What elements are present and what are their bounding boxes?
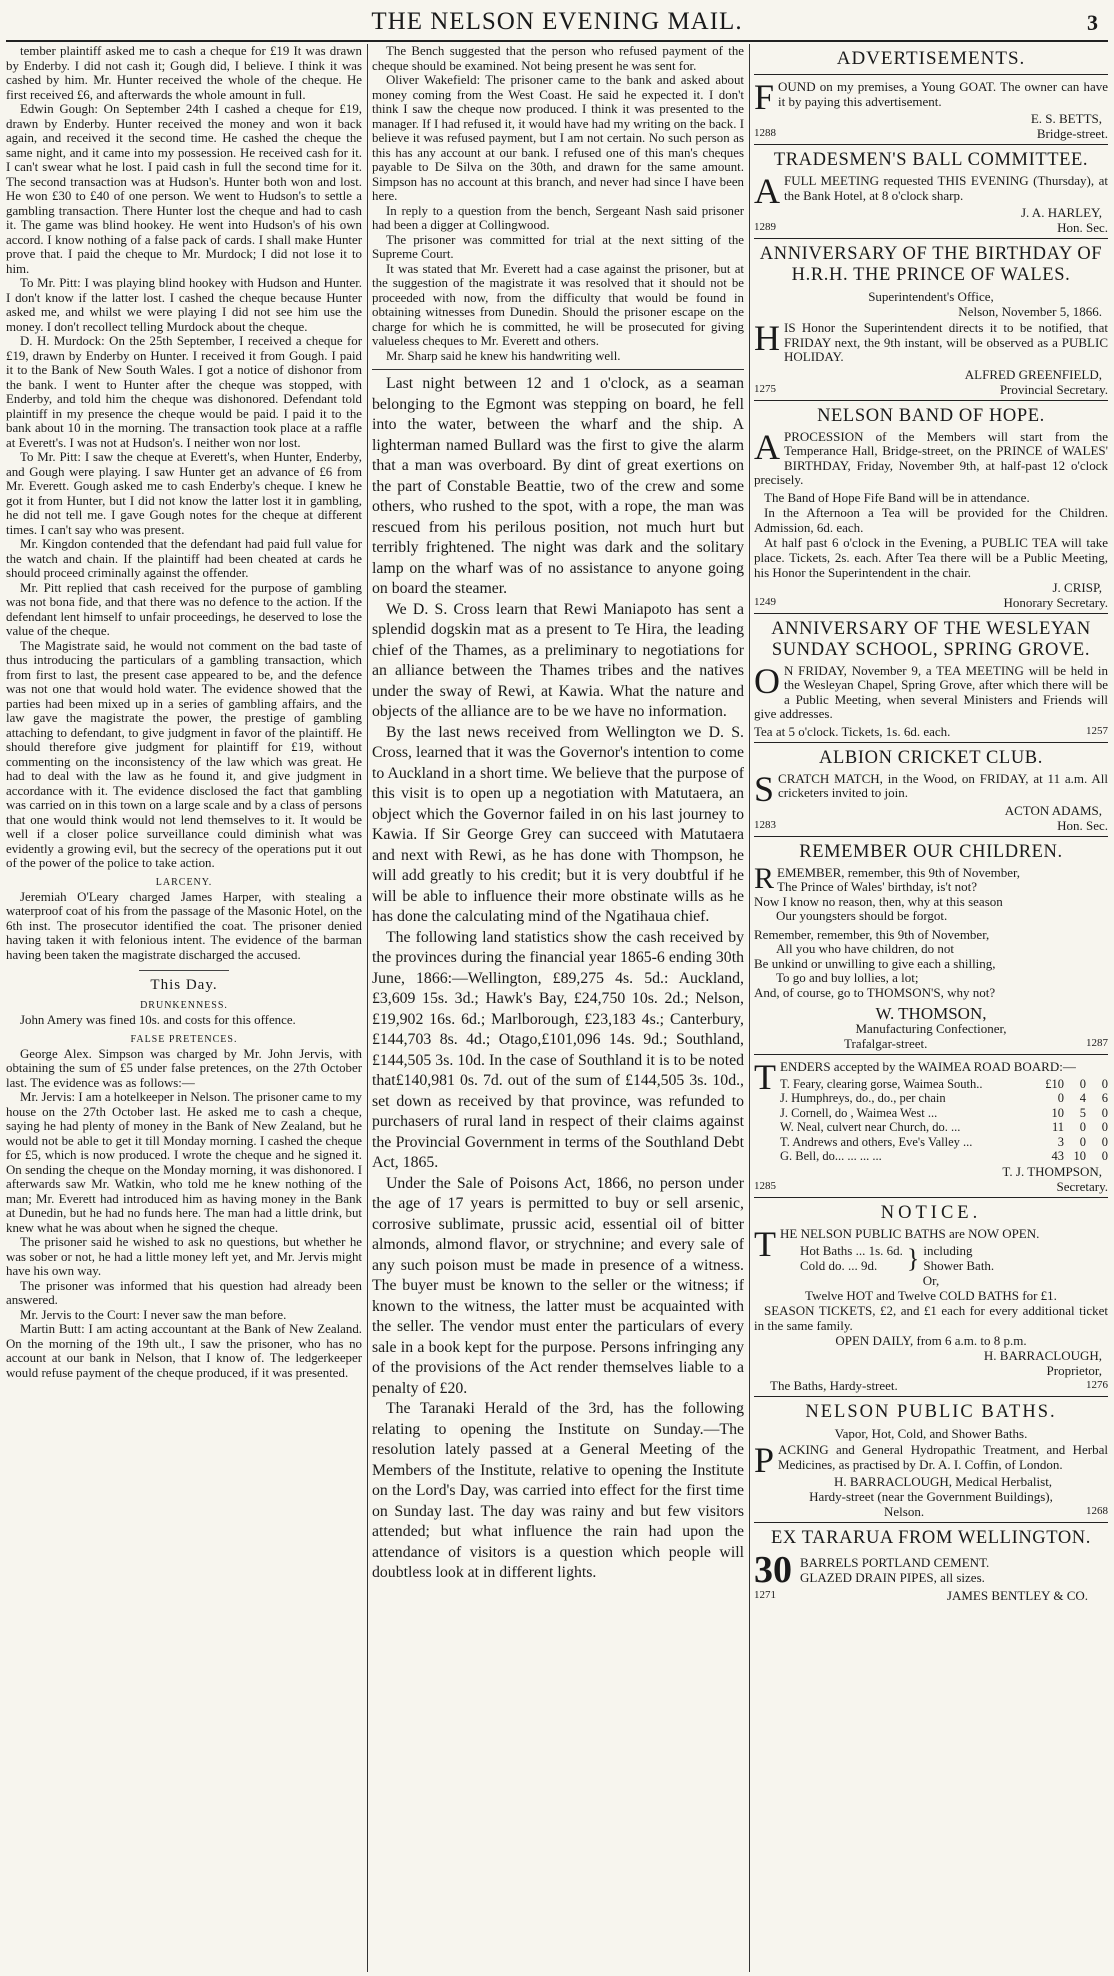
ad-trade: Manufacturing Confectioner, (855, 1021, 1007, 1036)
ad-address: Bridge-street. (1036, 126, 1108, 141)
tender-amount: 0 (1101, 1134, 1108, 1149)
ad-or: Or, (922, 1273, 940, 1288)
tender-table (780, 1077, 1108, 1164)
paragraph: To Mr. Pitt: I saw the cheque at Everett's, when Hunter, Enderby, and Gough were playing. I saw Hunter get an advance of £6 from Mr. Everett. Gough asked me to cash Enderby's cheque. I knew he got it from Hunter, but I did not know the latter lost it in gambling, he did not tell me. I gave Gough notes for the cheque at different times. I can't say who was present. (6, 450, 362, 537)
poem-line: Our youngsters should be forgot. (776, 908, 948, 923)
ad-season: SEASON TICKETS, £2, and £1 each for every additional ticket in the same family. (754, 1303, 1108, 1333)
ad-band-of-hope (754, 400, 1108, 613)
masthead (6, 0, 1108, 42)
ad-name: E. S. BETTS, (1030, 111, 1102, 126)
ad-title: EX TARARUA FROM WELLINGTON. (771, 1528, 1091, 1548)
paragraph: In reply to a question from the bench, Sergeant Nash said prisoner had been a digger at Collingwood. (372, 203, 744, 232)
paragraph: The prisoner said he wished to ask no questions, but whether he was sober or not, he had a little money left yet, and Mr. Jervis might have his own way. (6, 1235, 362, 1278)
bath-includes: including Shower Bath. (923, 1243, 995, 1273)
paragraph: The Bench suggested that the person who refused payment of the cheque should be examined. Not being present he was sent for. (372, 44, 744, 73)
tender-amount: 0 (1079, 1134, 1086, 1149)
court-continued (372, 44, 744, 363)
columns (6, 44, 1108, 1972)
tender-name: G. Bell, do... ... ... ... (780, 1149, 882, 1163)
paragraph: The prisoner was informed that his question had already been answered. (6, 1278, 362, 1307)
ad-wesleyan (754, 613, 1108, 742)
tender-name: J. Humphreys, do., do., per chain (780, 1091, 946, 1105)
ad-text: HE NELSON PUBLIC BATHS are NOW OPEN. (780, 1225, 1040, 1241)
ad-title: NOTICE. (880, 1202, 982, 1223)
paragraph: The prisoner was committed for trial at the next sitting of the Supreme Court. (372, 232, 744, 261)
drop-cap: O (754, 660, 780, 701)
drop-cap: A (754, 426, 780, 467)
ad-name: J. A. HARLEY, (1020, 205, 1102, 220)
ad-notice-baths (754, 1197, 1108, 1397)
tender-amount: 0 (1079, 1076, 1086, 1091)
poem (754, 861, 1108, 1001)
poem-line: Be unkind or unwilling to give each a shilling, (754, 955, 996, 971)
ad-number: 1257 (1086, 724, 1108, 737)
ad-title: NELSON BAND OF HOPE. (817, 405, 1045, 426)
tender-amount: 10 (1073, 1149, 1086, 1163)
column-advertisements (754, 44, 1108, 1972)
ad-text: ENDERS accepted by the WAIMEA ROAD BOARD:— (780, 1059, 1076, 1074)
paragraph: By the last news received from Wellington we D. S. Cross, learned that it was the Governor's intention to come to Auckland in a short time. We believe that the purpose of this visit is to open up a negotiation with Matutaera, an object which the Governor failed in on his last journey to Kawia. If Sir George Grey can succeed with Matutaera and next with Rewi, as he has done with Thompson, he will add greatly to his credit; but it is very doubtful if he will be able to influence their more obstinate wills as he has done the calculating mind of the Ngatihaua chief. (372, 723, 744, 925)
ad-number: 1283 (754, 818, 776, 831)
ad-name: T. J. THOMPSON, (1002, 1163, 1102, 1179)
bath-prices (780, 1243, 1108, 1273)
tender-amount: 0 (1101, 1076, 1108, 1091)
drop-cap: H (754, 318, 780, 358)
ad-role: Hon. Sec. (1057, 220, 1108, 235)
paragraph: George Alex. Simpson was charged by Mr. John Jervis, with obtaining the sum of £5 under false pretences, on the 27th October last. The evidence was as follows:— (6, 1046, 362, 1090)
ad-role: Proprietor, (1046, 1363, 1102, 1378)
ad-remember-children (754, 836, 1108, 1055)
tender-amount: 0 (1101, 1120, 1108, 1134)
ad-number: 1287 (1086, 1037, 1108, 1049)
drop-cap: A (754, 171, 780, 211)
paragraph: The following land statistics show the cash received by the provinces during the financial year 1865-6 ending 30th June, 1866:—Wellington, £89,275 4s. 5d.: Auckland, £3,609 15s. 3d.; Hawk's Bay, £24,750 10s. 2d.; Nelson, £19,902 16s. 6d.; Marlborough, £23,183 4s.; Canterbury, £144,703 8s. 4d.; Otago,£101,096 14s. 9d.; Southland,£144,505 3s. 10d. In the case of Southland it is to be noted that£140,981 0s. 7d. out of the sum of £144,505 3s. 10d., set down as received by that province, was refunded to purchasers of rural land in respect of their claims against the Provincial Government in terms of the Southland Debt Act, 1865. (372, 928, 744, 1171)
ad-text: N FRIDAY, November 9, a TEA MEETING will be held in the Wesleyan Chapel, Spring Grove, after which there will be a Public Meeting, when several Ministers and Friends will give addresses. (754, 662, 1108, 721)
tender-amount: 0 (1057, 1091, 1064, 1105)
paragraph: The Taranaki Herald of the 3rd, has the following relating to opening the Institute on Sunday.—The resolution lately passed at a General Meeting of the Members of the Institute, relative to opening the Institute on the Lord's Day, was carried into effect for the first time on Sunday last. The day was rainy and but few visitors attended; but what influence the rain had upon the attendance of visitors is a question which people will doubtless look at in different lights. (372, 1400, 744, 1581)
poem-line: EMEMBER, remember, this 9th of November, (777, 864, 1021, 880)
ad-line: GLAZED DRAIN PIPES, all sizes. (800, 1570, 985, 1585)
ad-text: FULL MEETING requested THIS EVENING (Thursday), at the Bank Hotel, at 8 o'clock sharp. (784, 173, 1108, 203)
poem-line: Now I know no reason, then, why at this season (754, 893, 1003, 909)
ad-name: W. THOMSON, (875, 1004, 987, 1023)
drop-cap: T (754, 1223, 776, 1264)
tender-amount: 0 (1101, 1105, 1108, 1120)
ad-name: H. BARRACLOUGH, Medical Herbalist, (833, 1474, 1053, 1489)
column-local-news (372, 44, 744, 1972)
ad-title: ALBION CRICKET CLUB. (819, 747, 1043, 768)
ad-address: The Baths, Hardy-street. (770, 1378, 898, 1393)
paragraph: Mr. Kingdon contended that the defendant had paid full value for the watch and chain. If the plaintiff had been cheated at cards he should proceed criminally against the offender. (6, 537, 362, 580)
section-heading-drunkenness: DRUNKENNESS. (140, 1000, 228, 1011)
section-heading-larceny: LARCENY. (155, 876, 213, 888)
ad-number: 1268 (1086, 1505, 1108, 1517)
paragraph: Mr. Jervis: I am a hotelkeeper in Nelson. The prisoner came to my house on the 27th October last. He asked me to cash a cheque, saying he had plenty of money in the Bank of New Zealand, but he would not be able to get it till Monday morning. I cashed the cheque for £5, which is now produced. I wrote the cheque and he signed it. On sending the cheque on the Monday morning, it was dishonored. I afterwards saw Mr. Watkin, who told me he knew nothing of the man; Mr. Everett had introduced him as having money in the Bank at Dunedin, but he had no funds here. The man had a little drink, but knew what he was about when he signed the cheque. (6, 1090, 362, 1235)
ad-name: JAMES BENTLEY & CO. (946, 1588, 1088, 1603)
cold-bath-price: Cold do. ... 9d. (800, 1258, 878, 1273)
ad-number: 1276 (1086, 1379, 1108, 1391)
tender-amount: 6 (1101, 1091, 1108, 1105)
ad-number: 1275 (754, 382, 776, 395)
ad-name: ALFRED GREENFIELD, (964, 366, 1102, 382)
ad-title: NELSON PUBLIC BATHS. (805, 1402, 1057, 1422)
divider (139, 970, 229, 971)
news-items (372, 374, 744, 1584)
ad-title: TRADESMEN'S BALL COMMITTEE. (773, 150, 1089, 170)
paragraph: We D. S. Cross learn that Rewi Maniapoto has sent a splendid dogskin mat as a present to Te Hira, the leading chief of the Thames, as a preliminary to negotiations for an alliance between the Thames tribes and the natives under the sway of Rewi, at Kawia. What the nature and objects of the alliance are to be we have no information. (372, 600, 744, 720)
paragraph: Martin Butt: I am acting accountant at the Bank of New Zealand. On the morning of the 19th ult., I saw the prisoner, who has no account at our bank in Nelson, that I know of. The ledgerkeeper would refuse payment of the cheque produced, if it was presented. (6, 1322, 362, 1380)
ad-number: 1289 (754, 221, 776, 233)
ad-address: Trafalgar-street. (844, 1036, 928, 1051)
paragraph: Mr. Sharp said he knew his handwriting well. (386, 348, 621, 363)
ad-title: REMEMBER OUR CHILDREN. (799, 841, 1063, 862)
ad-text: IS Honor the Superintendent directs it to be notified, that FRIDAY next, the 9th instant, will be observed as a PUBLIC HOLIDAY. (784, 320, 1108, 364)
section-heading-false-pretences: FALSE PRETENCES. (130, 1033, 238, 1045)
drop-cap: T (754, 1057, 776, 1097)
section-rule (372, 369, 744, 370)
paragraph: To Mr. Pitt: I was playing blind hookey with Hudson and Hunter. I don't know if the latter lost. I cashed the cheque because Hunter asked me, and whilst we were playing I did not see him use the money. I don't recollect telling Murdock about the cheque. (6, 276, 362, 334)
hot-bath-price: Hot Baths ... 1s. 6d. (800, 1243, 903, 1258)
paragraph: tember plaintiff asked me to cash a cheque for £19 It was drawn by Enderby. I did not cash it; Gough did, I believe. I think it was cashed by him. Mr. Hunter received the whole of the cheque. He first received £6, and afterwards the whole amount in full. (6, 44, 362, 102)
tender-name: J. Cornell, do , Waimea West ... (780, 1105, 938, 1120)
ad-tradesmens-ball (754, 144, 1108, 238)
poem-line: And, of course, go to THOMSON'S, why not? (754, 984, 996, 1000)
ad-body (754, 1549, 1108, 1591)
tender-amount: 5 (1079, 1105, 1086, 1120)
tender-amount: 43 (1051, 1149, 1064, 1163)
ad-line: BARRELS PORTLAND CEMENT. (800, 1555, 990, 1570)
tender-amount: 10 (1051, 1105, 1064, 1120)
ad-subtitle: Vapor, Hot, Cold, and Shower Baths. (834, 1426, 1028, 1441)
ad-hours: OPEN DAILY, from 6 a.m. to 8 p.m. (835, 1333, 1027, 1348)
brace-icon: } (906, 1243, 920, 1273)
tender-name: T. Feary, clearing gorse, Waimea South.. (780, 1076, 983, 1091)
ad-role: Provincial Secretary. (999, 381, 1108, 397)
drop-cap: S (754, 768, 775, 809)
ad-office: Superintendent's Office, (868, 289, 994, 304)
drop-cap: R (754, 861, 775, 895)
column-court-report (6, 44, 362, 1972)
ad-goat (754, 74, 1108, 144)
paragraph: D. H. Murdock: On the 25th September, I received a cheque for £19, drawn by Enderby on Hunter. I received it from Gough. I paid it to the Bank of New South Wales. I got a notice of dishonor from the bank. I went to Hunter after the cheque was stopped, with Enderby, and told him the cheque was dishonored. Defendant told plaintiff in my presence the cheque would be paid. I paid it to the bank about 10 in the morning. The transaction took place at a raffle at Everett's. I was not at Hudson's. I neither won nor lost. (6, 334, 362, 450)
ad-paragraph: At half past 6 o'clock in the Evening, a PUBLIC TEA will take place. Tickets, 2s. each. After Tea there will be a Public Meeting, his Honor the Superintendent in the chair. (754, 534, 1108, 580)
paragraph: It was stated that Mr. Everett had a case against the prisoner, but at the suggestion of the magistrate it was resolved that it should not be proceeded with now, from the difficulty that would be found in obtaining witnesses from Dunedin. Should the prisoner escape on the charge for which he is committed, he will be prosecuted for giving valueless cheques to Mr. Everett and others. (372, 261, 744, 348)
paragraph: Oliver Wakefield: The prisoner came to the bank and asked about money coming from the West Coast. He said he expected it. I don't think I saw the cheque now produced. I think it was presented to the manager. If I had refused it, it would have had my writing on the back. I believe it was refused payment, but I am not certain. No such person as this has any account at our bank. I refused one of this man's cheques payable to De Silva on the 30th, and drawn for the same amount. Simpson has no account at this branch, and never had since I have been here. (372, 73, 744, 203)
ad-role: Honorary Secretary. (1003, 594, 1108, 610)
ad-nelson-public-baths (754, 1396, 1108, 1522)
ad-big-number: 30 (754, 1549, 792, 1591)
ad-paragraph: The Band of Hope Fife Band will be in attendance. (764, 489, 1030, 505)
paragraph: Last night between 12 and 1 o'clock, as a seaman belonging to the Egmont was stepping on board, he fell into the water, between the wharf and the ship. A lighterman named Bullard was the first to give the alarm that a man was overboard. By dint of great exertions on the part of Constable Beattie, two of the crew and some others, who rushed to the spot, with a rope, the man was rescued from his perilous position, not much hurt but terribly frightened. The night was dark and the solitary lamp on the wharf was of no assistance to anyone going on board the steamer. (372, 375, 744, 597)
poem-line: All you who have children, do not (776, 941, 954, 956)
ad-role: Secretary. (1056, 1178, 1108, 1194)
poem-line: The Prince of Wales' birthday, is't not? (777, 879, 978, 894)
column-rule (749, 44, 750, 1972)
ad-text: CRATCH MATCH, in the Wood, on FRIDAY, at 11 a.m. All cricketers invited to join. (778, 770, 1108, 800)
paragraph: John Amery was fined 10s. and costs for this offence. (20, 1013, 296, 1027)
poem-line: To go and buy lollies, a lot; (776, 970, 919, 985)
ad-number: 1249 (754, 595, 776, 608)
ad-number: 1285 (754, 1179, 776, 1192)
ad-title: ANNIVERSARY OF THE BIRTHDAY OF (759, 244, 1103, 264)
ad-date: Nelson, November 5, 1866. (958, 304, 1102, 319)
drop-cap: F (754, 77, 775, 117)
advertisements-heading: ADVERTISEMENTS. (836, 48, 1026, 69)
ad-role: Hon. Sec. (1057, 817, 1108, 833)
tender-amount: 4 (1079, 1091, 1086, 1105)
ad-name: ACTON ADAMS, (1004, 802, 1102, 818)
paragraph: Jeremiah O'Leary charged James Harper, with stealing a waterproof coat of his from the passage of the Masonic Hotel, on the 6th inst. The prosecutor identified the coat. The prisoner denied having taken it with felonious intent. The evidence of the barman having been taken the magistrate discharged the accused. (6, 889, 362, 962)
ad-number: 1288 (754, 127, 776, 139)
ad-number: 1271 (754, 1589, 776, 1601)
newspaper-title: THE NELSON EVENING MAIL. (371, 8, 743, 35)
page-number: 3 (1087, 10, 1098, 35)
poem-line: Remember, remember, this 9th of November, (754, 926, 990, 942)
ad-name: J. CRISP, (1052, 579, 1102, 595)
ad-tenders (754, 1054, 1108, 1197)
ad-cricket-club (754, 742, 1108, 836)
ad-text: ACKING and General Hydropathic Treatment, and Herbal Medicines, as practised by Dr. A. I. Coffin, of London. (778, 1442, 1108, 1472)
ad-text: PROCESSION of the Members will start from the Temperance Hall, Bridge-street, on the PRINCE of WALES' BIRTHDAY, Friday, November 9th, at half-past 12 o'clock precisely. (754, 428, 1108, 487)
tender-amount: 0 (1101, 1149, 1108, 1163)
ad-tararua (754, 1522, 1108, 1606)
paragraph: Mr. Jervis to the Court: I never saw the man before. (20, 1307, 287, 1322)
ad-tea: Tea at 5 o'clock. Tickets, 1s. 6d. each. (754, 723, 951, 739)
column-rule (367, 44, 368, 1972)
paragraph: Mr. Pitt replied that cash received for the purpose of gambling was not bona fide, and that there was no defence to the action. If the defendant lent himself to unfair proceedings, he deserved to lose the value of the cheque. (6, 580, 362, 638)
paragraph: Under the Sale of Poisons Act, 1866, no person under the age of 17 years is permitted to buy or sell arsenic, corrosive sublimate, prussic acid, essential oil of bitter almonds, almond flavor, or strychnine; and every sale of any such poison must be made in presence of a witness. The buyer must be known to the seller or the witness; if known to the witness, the latter must be acquainted with the seller. The vendor must enter the particulars of every sale in a book kept for the purpose. Persons infringing any of the provisions of the Act render themselves liable to a penalty of £20. (372, 1174, 744, 1397)
tender-amount: 3 (1057, 1134, 1064, 1149)
ad-title: ANNIVERSARY OF THE WESLEYAN (771, 618, 1091, 639)
tender-amount: £10 (1045, 1076, 1064, 1091)
paragraph: Edwin Gough: On September 24th I cashed a cheque for £19, drawn by Enderby. Hunter received the money and won it back again, and received it the second time. He cashed the cheque the same night, and it came into my possession. He received cash for it. I can't swear what he lost. I paid cash in full the second time for it. The second transaction was at Hudson's. Hunter both won and lost. He won £30 to £40 of one person. We went to Hudson's to settle a gambling transaction. There Hunter lost the cheque and had to cash it. The game was blind hookey. He went into Hudson's of his own accord. I know nothing of a false pack of cards. I shall make Hunter prove that. I paid the cheque to Mr. Murdock; I did not lose it to him. (6, 102, 362, 276)
section-heading-this-day: This Day. (150, 977, 218, 993)
tender-amount: 0 (1079, 1120, 1086, 1134)
ad-prince-birthday (754, 238, 1108, 400)
ad-title: SUNDAY SCHOOL, SPRING GROVE. (771, 639, 1091, 660)
ad-town: Nelson. (884, 1504, 925, 1519)
ad-text: OUND on my premises, a Young GOAT. The owner can have it by paying this advertisement. (778, 79, 1108, 109)
ad-address: Hardy-street (near the Government Buildings), (809, 1489, 1053, 1504)
ad-paragraph: In the Afternoon a Tea will be provided for the Children. Admission, 6d. each. (754, 504, 1108, 535)
tender-name: W. Neal, culvert near Church, do. ... (780, 1120, 961, 1134)
ad-name: H. BARRACLOUGH, (983, 1348, 1102, 1363)
tender-amount: 11 (1051, 1120, 1064, 1134)
drop-cap: P (754, 1440, 775, 1480)
ad-title: H.R.H. THE PRINCE OF WALES. (791, 265, 1071, 285)
paragraph: The Magistrate said, he would not comment on the bad taste of thus introducing the particulars of a gambling transaction, which from first to last, the present case appeared to be, and the defence was not one that would hold water. The evidence showed that the parties had been mixed up in a series of gambling affairs, and the law gave the magistrate the power, the prestige of gambling attaching to defendant, to give judgment in favor of the plaintiff. He should therefore give judgment for plaintiff for £19, without commenting on the inconsistency of the law which was great. He had to deal with the law as he found it, and give judgment in accordance with it. The evidence disclosed the fact that gambling was carried on in this town on a large scale and by a class of persons that one would think would not lend themselves to it. It would be well if a closer police surveillance could diminish what was evidently a growing evil, but the secrecy of the operations put it out of the power of the police to take action. (6, 638, 362, 870)
tender-name: T. Andrews and others, Eve's Valley ... (780, 1134, 973, 1149)
ad-twelve: Twelve HOT and Twelve COLD BATHS for £1. (805, 1288, 1057, 1303)
